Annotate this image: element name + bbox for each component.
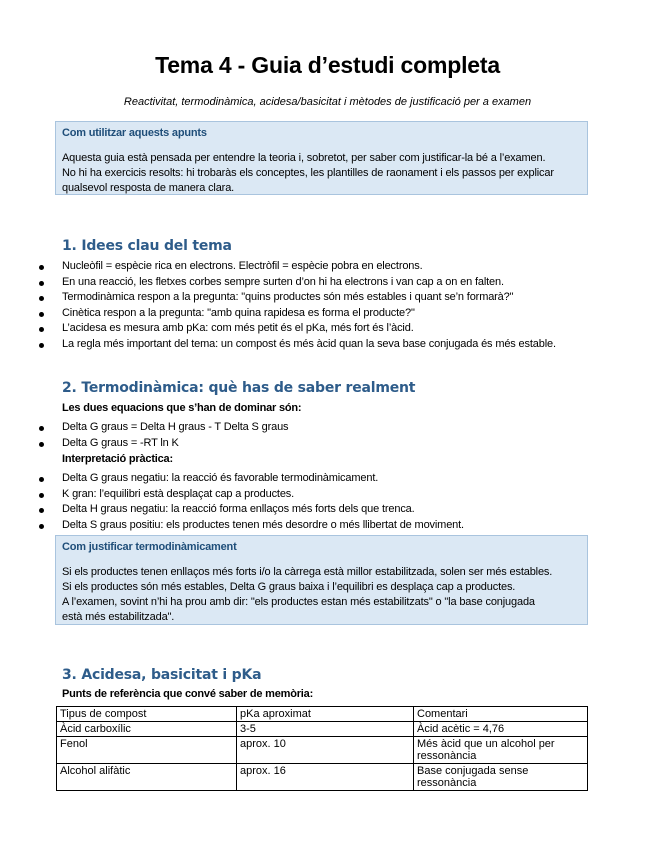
bullet-icon: [39, 477, 44, 482]
table-row: [57, 764, 588, 791]
intro-callout-line: No hi ha exercicis resolts: hi trobaràs els conceptes, les plantilles de raonament i els passos per explicar: [62, 167, 554, 179]
page-title: Tema 4 - Guia d’estudi completa: [155, 52, 500, 78]
table-cell: Fenol: [57, 737, 237, 764]
table-row: [57, 722, 588, 737]
thermo-callout-box: [55, 535, 588, 625]
list-item: L’acidesa es mesura amb pKa: com més petit és el pKa, més fort és l’àcid.: [0, 321, 556, 337]
table-cell: Alcohol alifàtic: [57, 764, 237, 791]
bullet-icon: [39, 508, 44, 513]
intro-callout-line: Aquesta guia està pensada per entendre la teoria i, sobretot, per saber com justificar-la bé a l’examen.: [62, 152, 546, 164]
bullet-icon: [39, 524, 44, 529]
table-header-cell: Comentari: [414, 707, 588, 722]
table-header-cell: Tipus de compost: [57, 707, 237, 722]
table-row: [57, 737, 588, 764]
list-item: Cinètica respon a la pregunta: "amb quina rapidesa es forma el producte?": [0, 306, 556, 322]
bullet-icon: [39, 493, 44, 498]
bullet-icon: [39, 312, 44, 317]
thermo-callout-line: A l’examen, sovint n’hi ha prou amb dir: "els productes estan més estabilitzats" o "la base conjugada: [62, 596, 535, 608]
list-item: Delta S graus positiu: els productes tenen més desordre o més llibertat de moviment.: [0, 518, 464, 534]
list-item: Nucleòfil = espècie rica en electrons. Electròfil = espècie pobra en electrons.: [0, 259, 556, 275]
table-cell: aprox. 16: [237, 764, 414, 791]
list-item: Termodinàmica respon a la pregunta: "quins productes són més estables i quant se’n formarà?": [0, 290, 556, 306]
section-2-subheading-equations: Les dues equacions que s’han de dominar són:: [62, 402, 302, 414]
thermo-callout-line: Si els productes tenen enllaços més forts i/o la càrrega està millor estabilitzada, solen ser més estables.: [62, 566, 553, 578]
section-2-subheading-interpretation: Interpretació pràctica:: [62, 453, 173, 465]
intro-callout-box: [55, 121, 588, 195]
bullet-icon: [39, 343, 44, 348]
list-item: Delta G graus negatiu: la reacció és favorable termodinàmicament.: [0, 471, 464, 487]
list-item: Delta H graus negatiu: la reacció forma enllaços més forts dels que trenca.: [0, 502, 464, 518]
thermo-callout-line: està més estabilitzada".: [62, 611, 175, 623]
pka-reference-table: [56, 706, 588, 791]
section-3-subheading: Punts de referència que convé saber de memòria:: [62, 688, 314, 700]
bullet-icon: [39, 442, 44, 447]
table-cell: Base conjugada sense ressonància: [414, 764, 588, 791]
interpretation-list: [0, 471, 464, 533]
page-subtitle: Reactivitat, termodinàmica, acidesa/basicitat i mètodes de justificació per a examen: [123, 96, 532, 108]
table-header-row: [57, 707, 588, 722]
bullet-icon: [39, 265, 44, 270]
bullet-icon: [39, 327, 44, 332]
table-cell: Àcid carboxílic: [57, 722, 237, 737]
table-cell: Àcid acètic = 4,76: [414, 722, 588, 737]
thermo-callout-line: Si els productes són més estables, Delta G graus baixa i l’equilibri es desplaça cap a productes.: [62, 581, 516, 593]
intro-callout-line: qualsevol resposta de manera clara.: [62, 182, 235, 194]
bullet-icon: [39, 426, 44, 431]
bullet-icon: [39, 281, 44, 286]
equations-list: [0, 420, 288, 451]
intro-callout-title: Com utilitzar aquests apunts: [62, 127, 207, 139]
list-item: K gran: l’equilibri està desplaçat cap a productes.: [0, 487, 464, 503]
table-cell: aprox. 10: [237, 737, 414, 764]
list-item: La regla més important del tema: un compost és més àcid quan la seva base conjugada és més estable.: [0, 337, 556, 353]
thermo-callout-title: Com justificar termodinàmicament: [62, 541, 237, 553]
list-item: En una reacció, les fletxes corbes sempre surten d’on hi ha electrons i van cap a on en falten.: [0, 275, 556, 291]
table-cell: Més àcid que un alcohol per ressonància: [414, 737, 588, 764]
bullet-icon: [39, 296, 44, 301]
section-2-heading: 2. Termodinàmica: què has de saber realment: [62, 380, 416, 396]
section-1-bullet-list: [0, 259, 556, 352]
list-item: Delta G graus = -RT ln K: [0, 436, 288, 452]
table-header-cell: pKa aproximat: [237, 707, 414, 722]
table-cell: 3-5: [237, 722, 414, 737]
list-item: Delta G graus = Delta H graus - T Delta S graus: [0, 420, 288, 436]
section-1-heading: 1. Idees clau del tema: [62, 238, 232, 254]
section-3-heading: 3. Acidesa, basicitat i pKa: [62, 667, 262, 683]
